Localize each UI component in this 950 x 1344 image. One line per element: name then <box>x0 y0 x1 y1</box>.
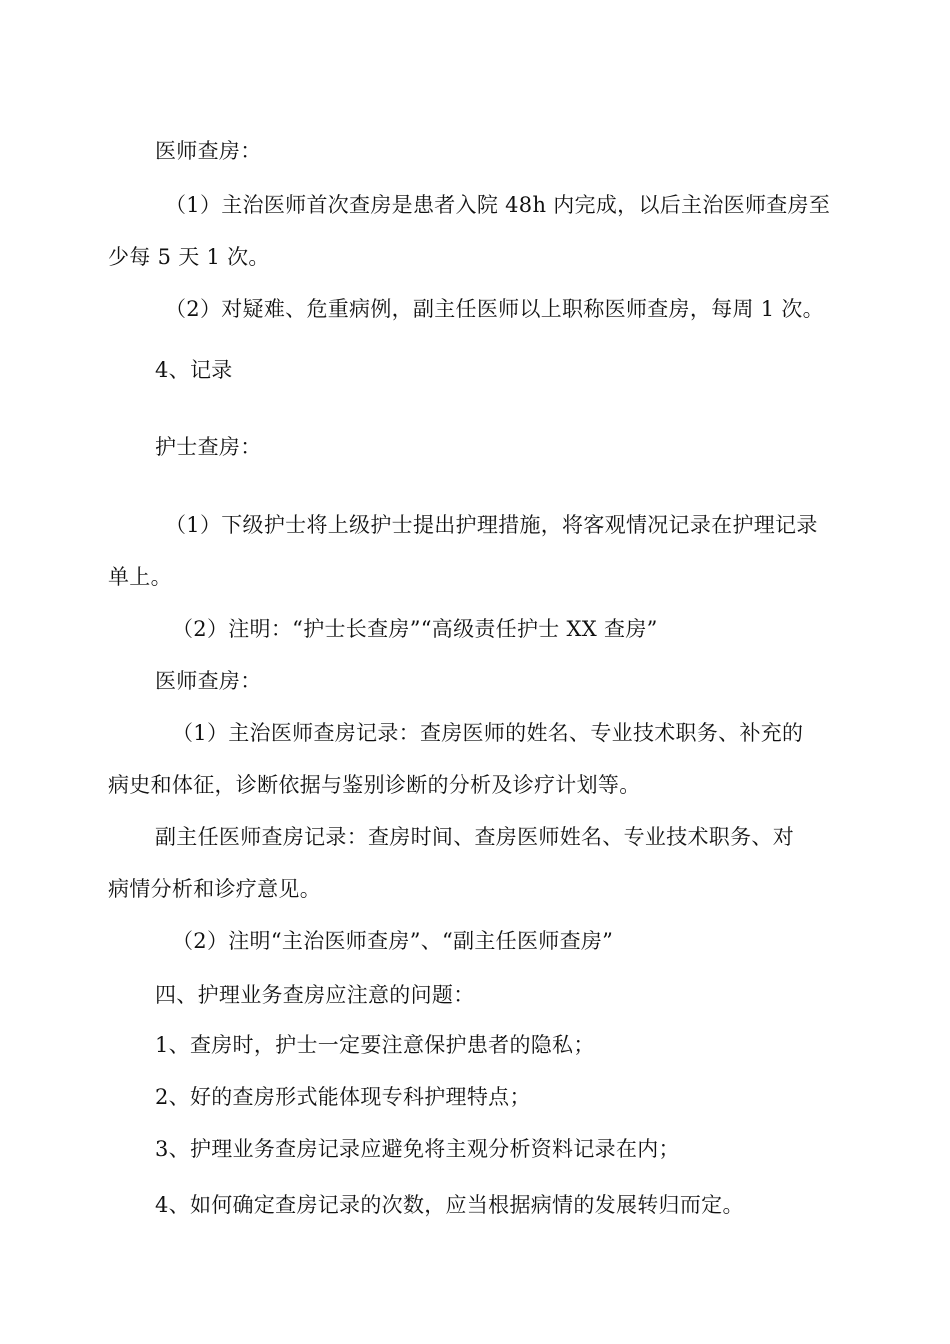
paragraph-line: 少每 5 天 1 次。 <box>108 245 270 269</box>
list-item: 3、护理业务查房记录应避免将主观分析资料记录在内； <box>155 1137 680 1161</box>
section-heading-notes: 四、护理业务查房应注意的问题： <box>155 983 475 1007</box>
list-item: 4、如何确定查房记录的次数，应当根据病情的发展转归而定。 <box>155 1193 744 1217</box>
paragraph-line: 副主任医师查房记录：查房时间、查房医师姓名、专业技术职务、对 <box>155 825 794 849</box>
heading-nurse-rounds: 护士查房： <box>155 435 262 459</box>
paragraph-line: （2）注明“主治医师查房”、“副主任医师查房” <box>172 929 614 953</box>
paragraph-line: 病史和体征，诊断依据与鉴别诊断的分析及诊疗计划等。 <box>108 773 641 797</box>
list-item: 2、好的查房形式能体现专科护理特点； <box>155 1085 531 1109</box>
heading-doctor-rounds: 医师查房： <box>155 669 262 693</box>
paragraph-line: （1）下级护士将上级护士提出护理措施，将客观情况记录在护理记录 <box>165 513 818 537</box>
heading-doctor-rounds: 医师查房： <box>155 139 262 163</box>
paragraph-line: （1）主治医师查房记录：查房医师的姓名、专业技术职务、补充的 <box>172 721 804 745</box>
section-heading-records: 4、记录 <box>155 358 233 382</box>
list-item: 1、查房时，护士一定要注意保护患者的隐私； <box>155 1033 595 1057</box>
paragraph-line: （2）注明：“护士长查房”“高级责任护士 XX 查房” <box>172 617 658 641</box>
paragraph-line: （1）主治医师首次查房是患者入院 48h 内完成，以后主治医师查房至 <box>165 193 831 217</box>
paragraph-line: （2）对疑难、危重病例，副主任医师以上职称医师查房，每周 1 次。 <box>165 297 824 321</box>
paragraph-line: 病情分析和诊疗意见。 <box>108 877 321 901</box>
paragraph-line: 单上。 <box>108 565 172 589</box>
